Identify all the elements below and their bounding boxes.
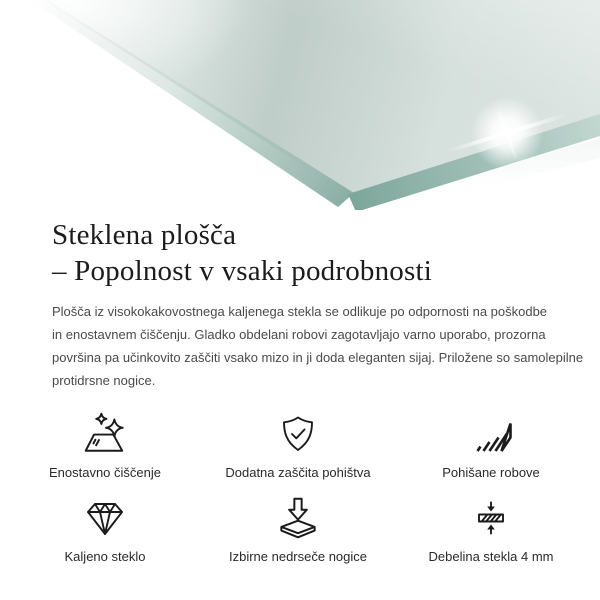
feature-easy-cleaning [10, 406, 200, 490]
sparkle-surface-icon [80, 406, 130, 458]
intro-paragraph [52, 300, 584, 392]
shield-check-icon [274, 406, 322, 458]
feature-furniture-protection [200, 406, 396, 490]
intro-line: protidrsne nogice. [52, 373, 156, 388]
feature-grid [10, 406, 600, 574]
feature-glass-thickness [396, 490, 586, 574]
feature-label: Pohišane robove [442, 465, 540, 480]
feature-label: Izbirne nedrseče nogice [228, 549, 368, 564]
title-line-2: – Popolnost v vsaki podrobnosti [52, 255, 432, 287]
intro-line: Plošča iz visokokakovostnega kaljenega stekla se odlikuje po odpornosti na poškodbe [52, 304, 548, 319]
thickness-arrows-icon [467, 490, 515, 542]
hatched-edge-icon [467, 406, 515, 458]
diamond-icon [80, 490, 130, 542]
title-line-1: Steklena plošča [52, 219, 237, 251]
intro-line: površina pa učinkovito zaščiti vsako mizo in ji doda eleganten sijaj. Priložene so samolepilne [52, 350, 584, 365]
feature-polished-edges [396, 406, 586, 490]
feature-tempered-glass [10, 490, 200, 574]
feature-label: Dodatna zaščita pohištva [225, 465, 371, 480]
page-title [52, 217, 560, 289]
feature-non-slip-feet [200, 490, 396, 574]
feature-label: Kaljeno steklo [64, 549, 146, 564]
feature-label: Debelina stekla 4 mm [428, 549, 554, 564]
intro-line: in enostavnem čiščenju. Gladko obdelani robovi zagotavljajo varno uporabo, prozorna [52, 327, 546, 342]
feature-label: Enostavno čiščenje [48, 465, 161, 480]
arrow-into-surface-icon [273, 490, 323, 542]
glass-panel-photo [0, 0, 600, 210]
